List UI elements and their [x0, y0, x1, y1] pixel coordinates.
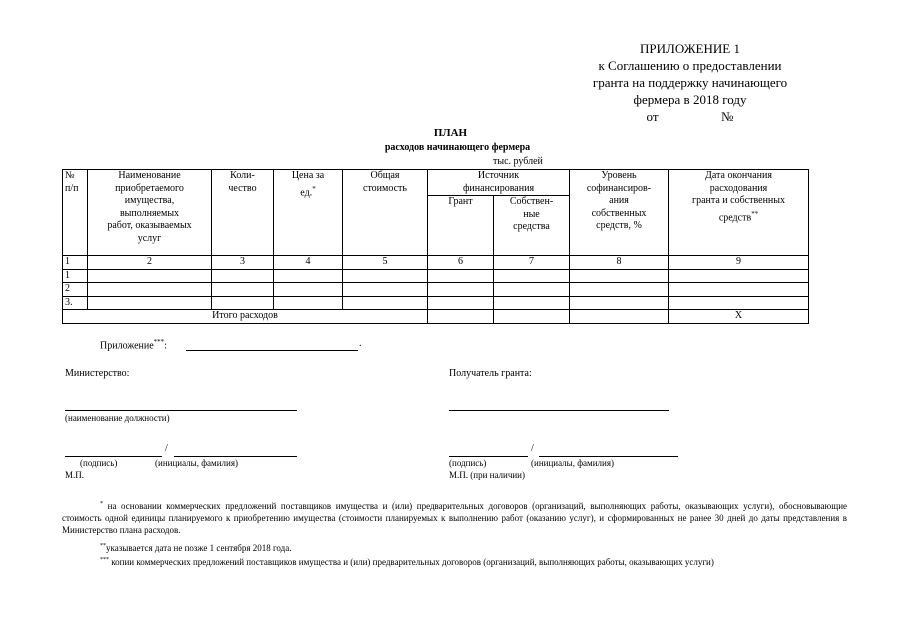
appendix-line3: фермера в 2018 году	[633, 92, 747, 107]
table-row: 1	[63, 269, 809, 283]
header-date: Дата окончания расходования гранта и собственных средств**	[669, 170, 809, 256]
ministry-position-line	[65, 410, 297, 411]
total-label: Итого расходов	[63, 310, 428, 324]
footnote-1: * на основании коммерческих предложений поставщиков имущества и (или) предварительных договоров (организаций, выполняющих работы, оказывающих услуги), обосновывающие стоимость одной единицы планируемого к приобретению имущества (стоимости планируемых к выполнению работ (оказанию услуг), и сформированных не ранее 30 дней до даты представления в Министерство плана расходов.	[62, 501, 848, 535]
ministry-slash: /	[165, 443, 168, 454]
table-row: 3.	[63, 296, 809, 310]
attachment-end: .	[359, 338, 362, 349]
recipient-label: Получатель гранта:	[449, 368, 532, 379]
ministry-signature-caption: (подпись)	[80, 458, 118, 468]
total-row	[63, 310, 809, 324]
attachment-blank-line	[186, 350, 358, 351]
footnote-3: *** копии коммерческих предложений поставщиков имущества и (или) предварительных договоров (организаций, выполняющих работы, оказывающих услуги)	[100, 557, 714, 567]
attachment-label: Приложение***:	[100, 338, 167, 352]
plan-subtitle: расходов начинающего фермера	[384, 142, 531, 153]
ministry-initials-caption: (инициалы, фамилия)	[155, 458, 238, 468]
ministry-position-caption: (наименование должности)	[65, 413, 170, 423]
header-total: Общая стоимость	[343, 170, 428, 256]
recipient-slash: /	[531, 443, 534, 454]
recipient-initials-caption: (инициалы, фамилия)	[531, 458, 614, 468]
header-name: Наименование приобретаемого имущества, выполняемых работ, оказываемых услуг	[88, 170, 212, 256]
header-grant: Грант	[428, 196, 494, 256]
footnote-2: **указывается дата не позже 1 сентября 2018 года.	[100, 543, 292, 553]
recipient-signature-line	[449, 456, 528, 457]
recipient-stamp: М.П. (при наличии)	[449, 470, 525, 480]
header-num: № п/п	[63, 170, 88, 256]
recipient-signature-caption: (подпись)	[449, 458, 487, 468]
appendix-line2: гранта на поддержку начинающего	[592, 75, 788, 90]
recipient-initials-line	[539, 456, 678, 457]
table-row: 2	[63, 283, 809, 297]
plan-title: ПЛАН	[433, 127, 468, 139]
column-number-row: 1 2 3 4 5 6 7 8 9	[63, 256, 809, 270]
ministry-signature-line	[65, 456, 162, 457]
recipient-position-line	[449, 410, 669, 411]
plan-table	[62, 169, 809, 324]
ministry-initials-line	[174, 456, 297, 457]
appendix-title: ПРИЛОЖЕНИЕ 1	[640, 41, 740, 56]
total-x: Х	[669, 310, 809, 324]
header-level: Уровень софинансиров- ания собственных средств, %	[570, 170, 669, 256]
appendix-number: №	[721, 109, 734, 124]
ministry-label: Министерство:	[65, 368, 130, 379]
header-price: Цена за ед.*	[274, 170, 343, 256]
header-own-funds: Собствен- ные средства	[494, 196, 570, 256]
header-qty: Коли- чество	[212, 170, 274, 256]
header-source: Источник финансирования	[428, 170, 570, 196]
ministry-stamp: М.П.	[65, 470, 85, 480]
appendix-line1: к Соглашению о предоставлении	[598, 58, 782, 73]
units-label: тыс. рублей	[493, 156, 543, 167]
appendix-header	[560, 40, 820, 125]
appendix-date-number	[560, 108, 820, 125]
appendix-from: от	[646, 109, 659, 124]
